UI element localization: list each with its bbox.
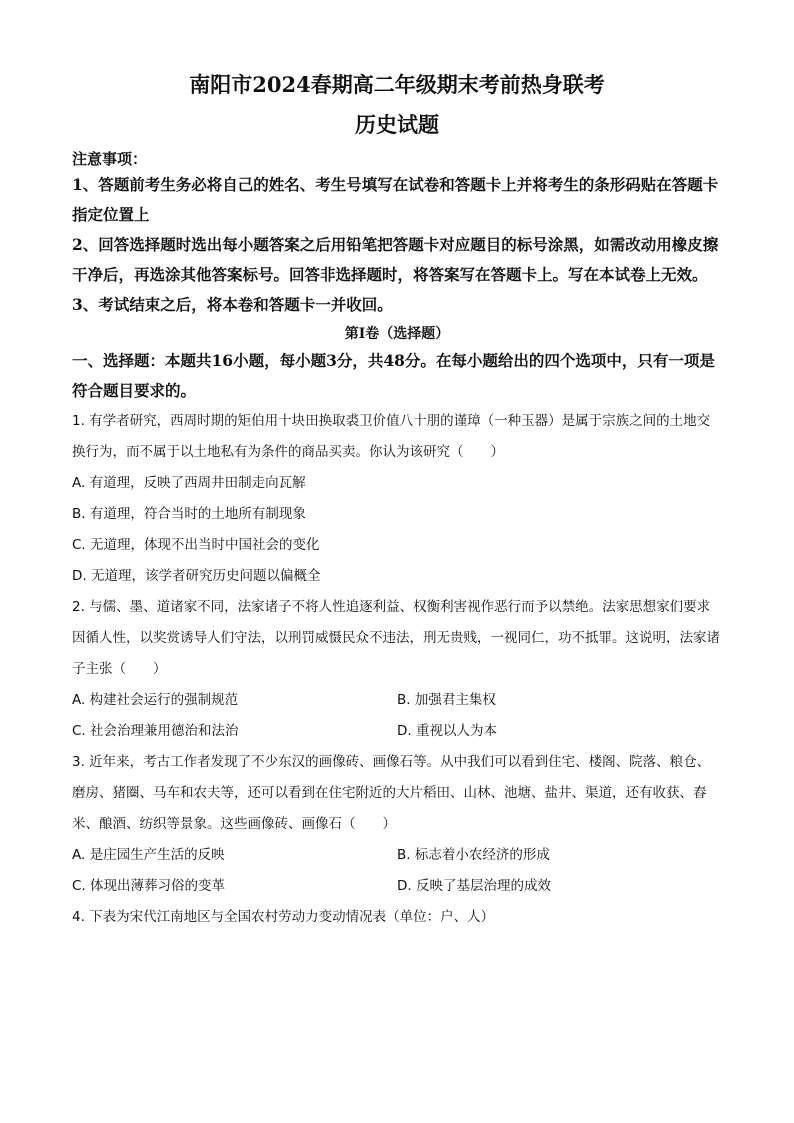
question-3-option-a: A. 是庄园生产生活的反映 <box>72 847 225 863</box>
question-1-stem: 1. 有学者研究，西周时期的矩伯用十块田换取裘卫价值八十朋的谨璋（一种玉器）是属于宗族之间的土地交换行为，而不属于以土地私有为条件的商品买卖。你认为该研究（ ） <box>72 413 711 460</box>
question-1-option-d: D. 无道理，该学者研究历史问题以偏概全 <box>72 568 321 584</box>
question-2-options-row-2 <box>72 716 722 747</box>
note-item-1: 1、答题前考生务必将自己的姓名、考生号填写在试卷和答题卡上并将考生的条形码贴在答题卡指定位置上 <box>72 175 719 224</box>
question-3-stem: 3. 近年来，考古工作者发现了不少东汉的画像砖、画像石等。从中我们可以看到住宅、楼阁、院落、粮仓、磨房、猪圈、马车和农夫等，还可以看到在住宅附近的大片稻田、山林、池塘、盐井、渠道，还有收获、舂米、酿酒、纺织等景象。这些画像砖、画像石（ ） <box>72 754 711 832</box>
exam-title: 南阳市2024春期高二年级期末考前热身联考 <box>189 72 605 97</box>
question-3-option-d: D. 反映了基层治理的成效 <box>397 878 551 894</box>
part-heading: 一、选择题：本题共16小题，每小题3分，共48分。在每小题给出的四个选项中，只有一项是符合题目要求的。 <box>72 351 715 400</box>
question-2-stem: 2. 与儒、墨、道诸家不同，法家诸子不将人性追逐利益、权衡利害视作恶行而予以禁绝。法家思想家们要求因循人性，以奖赏诱导人们守法，以刑罚威慑民众不违法，刑无贵贱，一视同仁，功不抵罪。这说明，法家诸子主张（ ） <box>72 599 720 677</box>
question-2-option-d: D. 重视以人为本 <box>397 723 497 739</box>
question-2-option-a: A. 构建社会运行的强制规范 <box>72 692 239 708</box>
question-4-stem: 4. 下表为宋代江南地区与全国农村劳动力变动情况表（单位：户、人） <box>72 909 495 925</box>
section-title: 第Ⅰ卷（选择题） <box>344 326 450 342</box>
exam-subject-title: 历史试题 <box>355 112 439 137</box>
question-2-option-b: B. 加强君主集权 <box>397 692 496 708</box>
question-3-option-b: B. 标志着小农经济的形成 <box>397 847 550 863</box>
question-1-option-b: B. 有道理，符合当时的土地所有制现象 <box>72 506 306 522</box>
notes-heading: 注意事项： <box>72 150 148 168</box>
question-1-option-a: A. 有道理，反映了西周井田制走向瓦解 <box>72 475 306 491</box>
question-2-option-c: C. 社会治理兼用德治和法治 <box>72 723 239 739</box>
question-2-options-row-1 <box>72 685 722 716</box>
question-3-option-c: C. 体现出薄葬习俗的变革 <box>72 878 226 894</box>
question-3-options-row-1 <box>72 840 722 871</box>
note-item-3: 3、考试结束之后，将本卷和答题卡一并收回。 <box>72 295 393 314</box>
note-item-2: 2、回答选择题时选出每小题答案之后用铅笔把答题卡对应题目的标号涂黑，如需改动用橡皮擦干净后，再选涂其他答案标号。回答非选择题时，将答案写在答题卡上。写在本试卷上无效。 <box>72 235 719 284</box>
question-1-option-c: C. 无道理，体现不出当时中国社会的变化 <box>72 537 320 553</box>
question-3-options-row-2 <box>72 871 722 902</box>
